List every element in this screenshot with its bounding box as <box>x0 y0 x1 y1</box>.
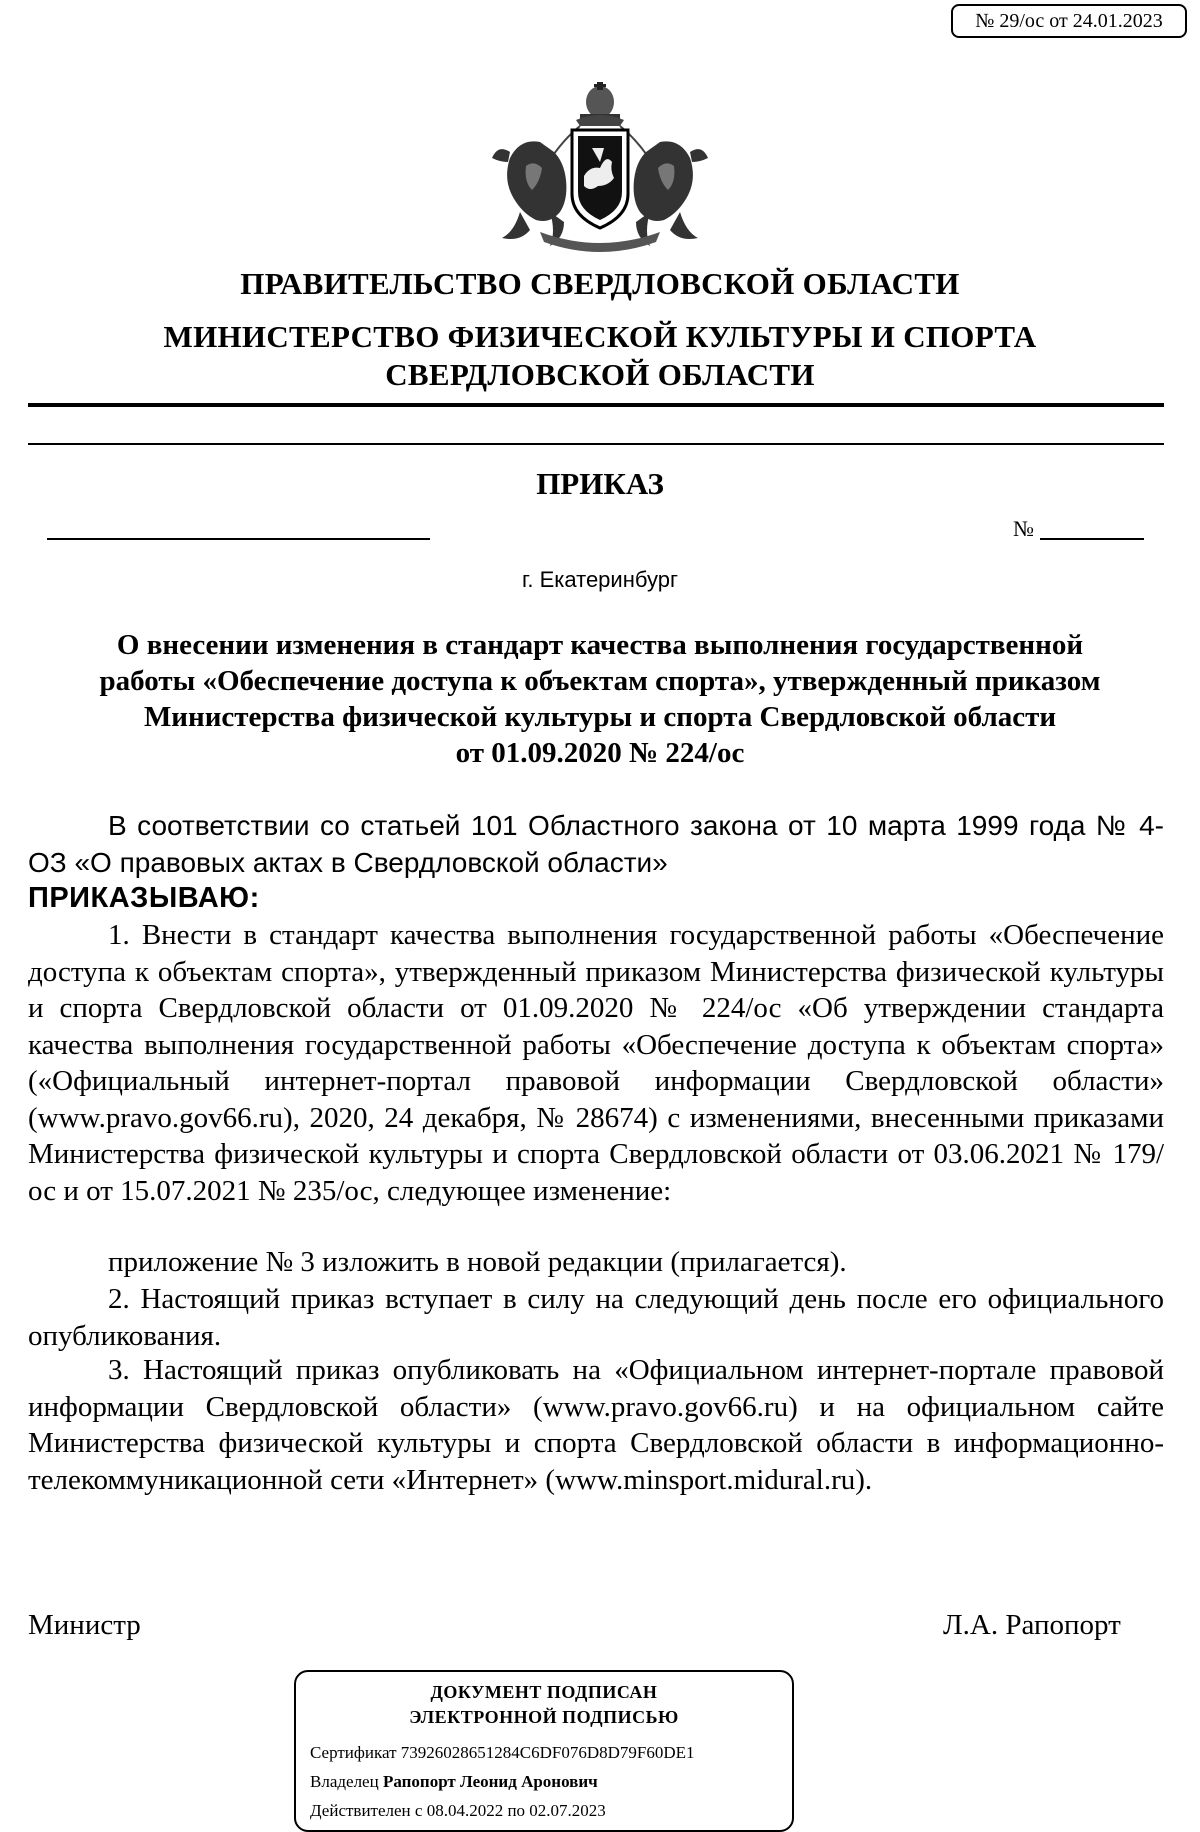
number-sign: № <box>1013 516 1034 541</box>
number-blank-line <box>1040 538 1144 540</box>
order-title <box>40 627 1160 771</box>
order-word: ПРИКАЗЫВАЮ: <box>28 882 260 914</box>
coat-of-arms-icon <box>480 82 720 262</box>
order-item-1: 1. Внести в стандарт качества выполнения государственной работы «Обеспечение доступа к объектам спорта», утвержденный приказом Министерства физической культуры и спорта Свердловской области от 01.09.2020 № 224/ос «Об утверждении стандарта качества выполнения государственной работы «Обеспечение доступа к объектам спорта» («Официальный интернет-портал правовой информации Свердловской области» (www.pravo.gov66.ru), 2020, 24 декабря, № 28674) с изменениями, внесенными приказами Министерства физической культуры и спорта Свердловской области от 03.06.2021 № 179/ос и от 15.07.2021 № 235/ос, следующее изменение: <box>28 919 1164 1207</box>
signatory-role: Министр <box>28 1609 141 1641</box>
document-type-heading: ПРИКАЗ <box>536 466 664 501</box>
ministry-heading <box>0 318 1200 394</box>
esig-owner-row <box>310 1767 778 1796</box>
esig-certificate-value: 73926028651284C6DF076D8D79F60DE1 <box>400 1743 695 1762</box>
order-title-line: О внесении изменения в стандарт качества выполнения государственной <box>116 629 1084 661</box>
esig-heading-2: ЭЛЕКТРОННОЙ ПОДПИСЬЮ <box>409 1707 679 1727</box>
esig-owner-label: Владелец <box>310 1772 379 1791</box>
order-title-line: работы «Обеспечение доступа к объектам спорта», утвержденный приказом <box>99 665 1101 697</box>
signatory-name: Л.А. Рапопорт <box>943 1609 1121 1641</box>
registration-stamp: № 29/ос от 24.01.2023 <box>951 4 1187 38</box>
order-item-2: 2. Настоящий приказ вступает в силу на следующий день после его официального опубликования. <box>28 1283 1164 1352</box>
esig-certificate-label: Сертификат <box>310 1743 397 1762</box>
esig-validity-row: Действителен с 08.04.2022 по 02.07.2023 <box>310 1801 606 1820</box>
ministry-heading-line1: МИНИСТЕРСТВО ФИЗИЧЕСКОЙ КУЛЬТУРЫ И СПОРТА <box>163 319 1037 354</box>
header-divider-thick <box>28 403 1164 407</box>
esig-certificate-row <box>310 1738 778 1767</box>
order-item-3: 3. Настоящий приказ опубликовать на «Официальном интернет-портале правовой информации Свердловской области» (www.pravo.gov66.ru) и на официальном сайте Министерства физической культуры и спорта Свердловской области в информационно-телекоммуникационной сети «Интернет» (www.minsport.midural.ru). <box>28 1354 1164 1496</box>
header-divider-thin <box>28 443 1164 445</box>
ministry-heading-line2: СВЕРДЛОВСКОЙ ОБЛАСТИ <box>385 357 815 392</box>
esig-heading-1: ДОКУМЕНТ ПОДПИСАН <box>430 1682 658 1702</box>
government-heading: ПРАВИТЕЛЬСТВО СВЕРДЛОВСКОЙ ОБЛАСТИ <box>240 266 960 301</box>
esig-owner-value: Рапопорт Леонид Аронович <box>382 1772 598 1791</box>
order-item-1-sub: приложение № 3 изложить в новой редакции (прилагается). <box>108 1246 847 1278</box>
electronic-signature-stamp <box>294 1670 794 1832</box>
city-label: г. Екатеринбург <box>522 567 678 592</box>
date-blank-line <box>47 538 430 540</box>
preamble-paragraph: В соответствии со статьей 101 Областного закона от 10 марта 1999 года № 4-ОЗ «О правовых актах в Свердловской области» <box>28 810 1164 878</box>
order-title-line: от 01.09.2020 № 224/ос <box>455 737 745 769</box>
order-title-line: Министерства физической культуры и спорта Свердловской области <box>143 701 1057 733</box>
